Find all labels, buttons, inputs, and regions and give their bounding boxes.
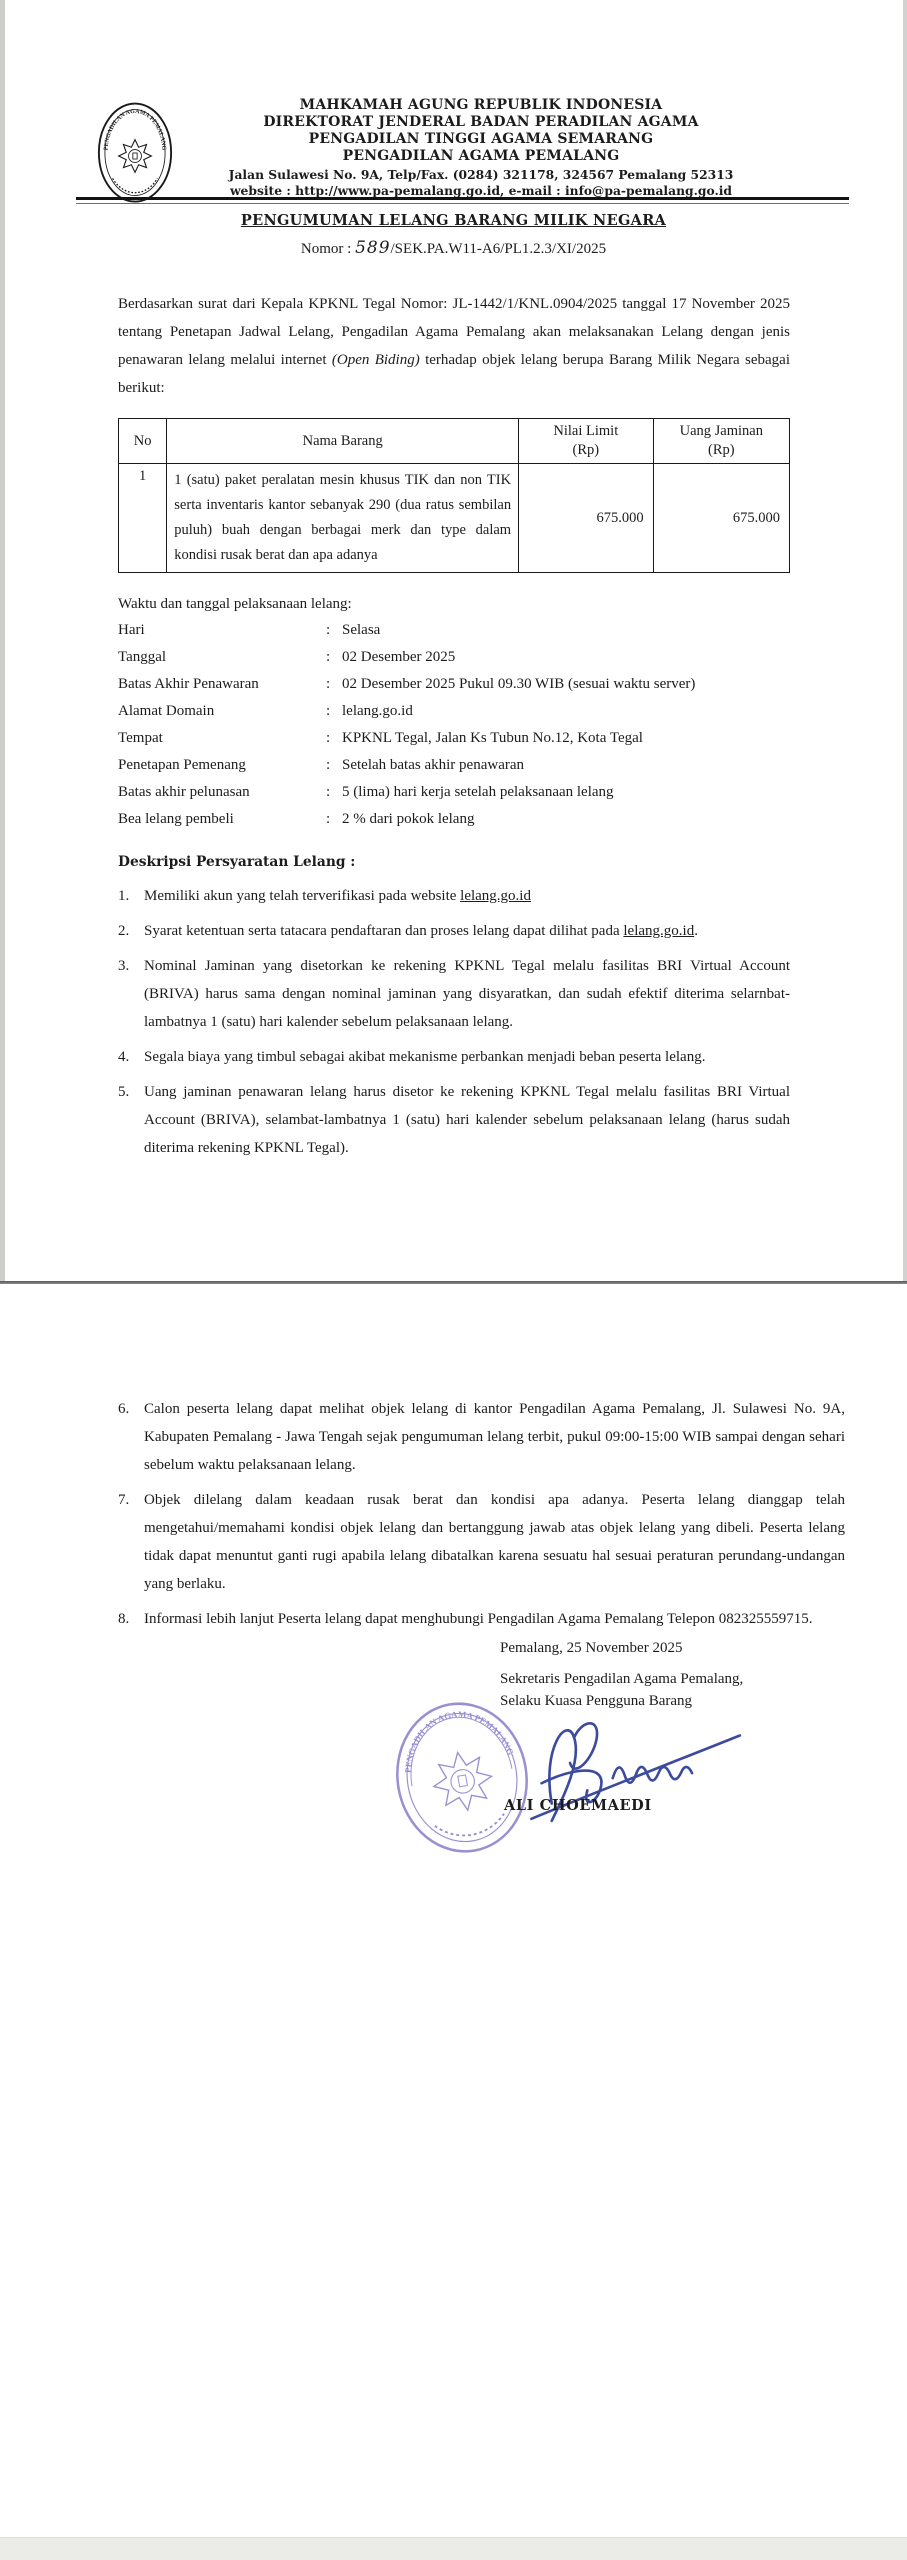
schedule-value: KPKNL Tegal, Jalan Ks Tubun No.12, Kota Tegal <box>342 730 643 746</box>
item-text: Nominal Jaminan yang disetorkan ke rekening KPKNL Tegal melalu fasilitas BRI Virtual Account (BRIVA) harus sama dengan nominal jaminan yang disyaratkan, dan sudah efektif diterima selarnbat-lambatnya 1 (satu) hari kalender sebelum pelaksanaan lelang. <box>144 958 790 1030</box>
signer-role-1: Sekretaris Pengadilan Agama Pemalang, <box>500 1671 744 1687</box>
item-text: Objek dilelang dalam keadaan rusak berat dan kondisi apa adanya. Peserta lelang dianggap telah mengetahui/memahami kondisi objek lelang dan bertanggung jawab atas objek lelang yang dibeli. Peserta lelang tidak dapat menuntut ganti rugi apabila lelang dibatalkan karena sesuatu hal sesuai peraturan perundang-undangan yang berlaku. <box>144 1492 845 1592</box>
cell-nama-barang: 1 (satu) paket peralatan mesin khusus TIK dan non TIK serta inventaris kantor sebanyak 290 (dua ratus sembilan puluh) buah dengan berbagai merk dan type dalam kondisi rusak berat dan apa adanya <box>167 464 519 573</box>
col-header-nilai-limit <box>519 419 653 464</box>
document-title: PENGUMUMAN LELANG BARANG MILIK NEGARA <box>240 212 667 229</box>
item-number: 7. <box>118 1492 130 1508</box>
item-number: 8. <box>118 1611 130 1627</box>
auction-table <box>118 418 790 573</box>
document-number <box>0 238 907 258</box>
col-header-uang-jaminan-unit: (Rp) <box>707 442 735 458</box>
schedule-row-batas-penawaran <box>118 671 790 698</box>
requirement-item-4 <box>118 1043 790 1071</box>
cell-no: 1 <box>119 464 167 573</box>
lelang-go-id-link[interactable]: lelang.go.id <box>623 923 695 939</box>
item-text <box>144 917 790 945</box>
signer-name: ALI CHOEMAEDI <box>504 1797 652 1814</box>
col-header-no: No <box>119 419 167 464</box>
colon: : <box>326 784 331 800</box>
nomor-label: Nomor : <box>300 241 352 257</box>
col-header-nama: Nama Barang <box>167 419 519 464</box>
requirement-item-1 <box>118 882 790 910</box>
place-date: Pemalang, 25 November 2025 <box>500 1640 683 1656</box>
page-2 <box>0 1284 907 2538</box>
requirement-item-8 <box>118 1605 845 1633</box>
letterhead-rule <box>76 197 849 200</box>
letterhead <box>140 97 822 199</box>
address-line: Jalan Sulawesi No. 9A, Telp/Fax. (0284) 321178, 324567 Pemalang 52313 <box>228 167 734 182</box>
colon: : <box>326 757 331 773</box>
requirement-item-6 <box>118 1395 845 1479</box>
colon: : <box>326 676 331 692</box>
requirement-item-5 <box>118 1078 790 1162</box>
letterhead-rule-thin <box>76 203 849 204</box>
item-text: Informasi lebih lanjut Peserta lelang dapat menghubungi Pengadilan Agama Pemalang Telepon 082325559715. <box>144 1611 813 1627</box>
schedule-row-penetapan-pemenang <box>118 752 790 779</box>
org-line-4: PENGADILAN AGAMA PEMALANG <box>342 148 620 164</box>
intro-part2: terhadap objek lelang berupa Barang Milik Negara sebagai berikut: <box>118 352 790 396</box>
schedule-label: Tempat <box>118 730 163 746</box>
colon: : <box>326 622 331 638</box>
col-header-uang-jaminan-title: Uang Jaminan <box>679 423 763 439</box>
intro-paragraph <box>118 290 790 402</box>
schedule-label: Alamat Domain <box>118 703 215 719</box>
colon: : <box>326 703 331 719</box>
seal-text: PENGADILAN AGAMA PEMALANG <box>103 108 167 151</box>
scan-edge-right <box>903 0 907 1281</box>
stamp-text: PENGADILAN AGAMA PEMALANG <box>402 1709 516 1774</box>
lelang-go-id-link[interactable]: lelang.go.id <box>460 888 531 904</box>
item-number: 2. <box>118 923 130 939</box>
nomor-handwritten: 589 <box>355 238 391 258</box>
scan-bottom-strip <box>0 2537 907 2560</box>
schedule-value: 2 % dari pokok lelang <box>342 811 475 827</box>
open-biding-italic: (Open Biding) <box>331 352 420 368</box>
schedule-label: Bea lelang pembeli <box>118 811 234 827</box>
schedule-row-bea-lelang <box>118 806 790 833</box>
item-text <box>144 882 790 910</box>
item-text-pre: Syarat ketentuan serta tatacara pendaftaran dan proses lelang dapat dilihat pada <box>144 923 624 939</box>
schedule-label: Hari <box>118 622 145 638</box>
schedule-value: 5 (lima) hari kerja setelah pelaksanaan lelang <box>342 784 614 800</box>
schedule-label: Penetapan Pemenang <box>118 757 246 773</box>
schedule-value: Setelah batas akhir penawaran <box>342 757 524 773</box>
schedule-row-tempat <box>118 725 790 752</box>
org-line-1: MAHKAMAH AGUNG REPUBLIK INDONESIA <box>299 97 663 113</box>
colon: : <box>326 811 331 827</box>
cell-uang-jaminan: 675.000 <box>653 464 789 573</box>
col-header-nilai-limit-unit: (Rp) <box>572 442 600 458</box>
item-number: 3. <box>118 958 130 974</box>
schedule-label: Batas Akhir Penawaran <box>118 676 259 692</box>
schedule-value: lelang.go.id <box>342 703 413 719</box>
requirement-item-3 <box>118 952 790 1036</box>
schedule-value: 02 Desember 2025 Pukul 09.30 WIB (sesuai waktu server) <box>342 676 696 692</box>
item-text-pre: Memiliki akun yang telah terverifikasi pada website <box>144 888 461 904</box>
org-line-2: DIREKTORAT JENDERAL BADAN PERADILAN AGAMA <box>263 114 699 130</box>
table-header-row <box>119 419 790 464</box>
intro-part1: Berdasarkan surat dari Kepala KPKNL Tegal Nomor: JL-1442/1/KNL.0904/2025 tanggal 17 November 2025 tentang Penetapan Jadwal Lelang, Pengadilan Agama Pemalang akan melaksanakan Lelang dengan jenis penawaran lelang melalui internet <box>118 296 790 368</box>
item-text: Segala biaya yang timbul sebagai akibat mekanisme perbankan menjadi beban peserta lelang. <box>144 1049 706 1065</box>
item-text-post: . <box>694 923 698 939</box>
item-number: 5. <box>118 1084 130 1100</box>
cell-nilai-limit: 675.000 <box>519 464 653 573</box>
colon: : <box>326 649 331 665</box>
signer-role-2: Selaku Kuasa Pengguna Barang <box>500 1693 693 1709</box>
schedule-row-batas-pelunasan <box>118 779 790 806</box>
item-number: 1. <box>118 888 130 904</box>
item-number: 6. <box>118 1401 130 1417</box>
schedule-heading: Waktu dan tanggal pelaksanaan lelang: <box>118 596 352 612</box>
schedule-row-alamat-domain <box>118 698 790 725</box>
item-text: Calon peserta lelang dapat melihat objek lelang di kantor Pengadilan Agama Pemalang, Jl. Sulawesi No. 9A, Kabupaten Pemalang - Jawa Tengah sejak pengumuman lelang terbit, pukul 09:00-15:00 WIB sampai dengan sehari sebelum waktu pelaksanaan lelang. <box>144 1401 845 1473</box>
schedule-value: Selasa <box>342 622 381 638</box>
scan-edge-left <box>0 0 5 1281</box>
requirements-list-page1 <box>118 882 790 1162</box>
requirement-item-2 <box>118 917 790 945</box>
requirements-heading: Deskripsi Persyaratan Lelang : <box>118 854 356 870</box>
item-number: 4. <box>118 1049 130 1065</box>
schedule-label: Tanggal <box>118 649 167 665</box>
table-row <box>119 464 790 573</box>
nomor-rest: /SEK.PA.W11-A6/PL1.2.3/XI/2025 <box>390 241 607 257</box>
col-header-uang-jaminan <box>653 419 789 464</box>
requirement-item-7 <box>118 1486 845 1598</box>
colon: : <box>326 730 331 746</box>
item-text: Uang jaminan penawaran lelang harus disetor ke rekening KPKNL Tegal melalu fasilitas BRI Virtual Account (BRIVA), selambat-lambatnya 1 (satu) hari kalender sebelum pelaksanaan lelang (harus sudah diterima rekening KPKNL Tegal). <box>144 1084 790 1156</box>
signature-block <box>118 1637 845 1917</box>
schedule-label: Batas akhir pelunasan <box>118 784 250 800</box>
col-header-nilai-limit-title: Nilai Limit <box>553 423 619 439</box>
schedule-row-tanggal <box>118 644 790 671</box>
schedule-row-hari <box>118 617 790 644</box>
website-line: website : http://www.pa-pemalang.go.id, e-mail : info@pa-pemalang.go.id <box>229 183 733 198</box>
org-line-3: PENGADILAN TINGGI AGAMA SEMARANG <box>308 131 654 147</box>
schedule-value: 02 Desember 2025 <box>342 649 456 665</box>
requirements-list-page2 <box>118 1395 845 1633</box>
schedule-list <box>118 617 790 833</box>
